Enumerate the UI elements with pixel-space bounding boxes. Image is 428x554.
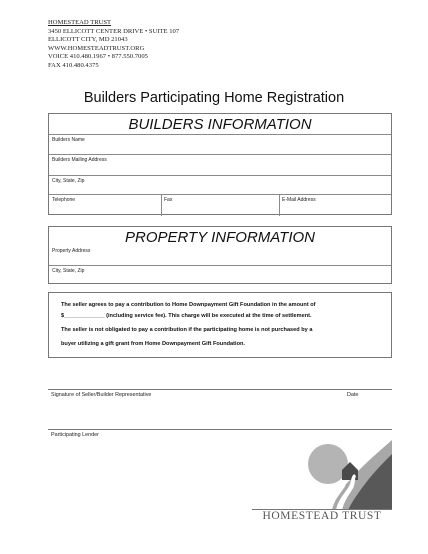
contribution-notice-box (48, 292, 392, 358)
builders-city-state-zip-field[interactable] (49, 175, 391, 195)
notice-line-4: buyer utilizing a gift grant from Home Downpayment Gift Foundation. (61, 341, 245, 347)
builders-mailing-address-label: Builders Mailing Address (52, 157, 107, 163)
contact-divider-2 (279, 195, 280, 216)
email-label: E-Mail Address (282, 197, 316, 203)
builders-name-field[interactable] (49, 134, 391, 155)
property-address-label: Property Address (52, 248, 91, 254)
property-city-state-zip-field[interactable] (49, 265, 391, 285)
builders-contact-row (49, 194, 391, 216)
logo-wordmark: HOMESTEAD TRUST (262, 510, 382, 522)
property-city-state-zip-label: City, State, Zip (52, 268, 85, 274)
seller-signature-label: Signature of Seller/Builder Representative (51, 392, 152, 398)
fax-label: Fax (164, 197, 173, 203)
letterhead (48, 19, 268, 71)
address-line-2: ELLICOTT CITY, MD 21043 (48, 36, 128, 44)
participating-lender-line[interactable] (48, 429, 392, 430)
telephone-label: Telephone (52, 197, 76, 203)
homestead-trust-logo-icon (292, 432, 392, 510)
document-title: Builders Participating Home Registration (83, 90, 345, 106)
website: WWW.HOMESTEADTRUST.ORG (48, 44, 145, 52)
voice-phone: VOICE 410.480.1967 • 877.550.7005 (48, 53, 148, 61)
property-information-box (48, 226, 392, 284)
contact-divider-1 (161, 195, 162, 216)
org-name: HOMESTEAD TRUST (48, 19, 112, 26)
date-label: Date (347, 392, 359, 398)
builders-mailing-address-field[interactable] (49, 154, 391, 176)
builders-section-title: BUILDERS INFORMATION (128, 116, 312, 133)
notice-line-2: $_____________ (including service fee). This charge will be executed at the time of settlement. (61, 313, 312, 319)
builders-information-box (48, 113, 392, 215)
participating-lender-label: Participating Lender (51, 432, 99, 438)
property-address-field[interactable] (49, 245, 391, 265)
builders-city-state-zip-label: City, State, Zip (52, 178, 85, 184)
notice-line-1: The seller agrees to pay a contribution to Home Downpayment Gift Foundation in the amount of (61, 302, 316, 308)
notice-line-3: The seller is not obligated to pay a contribution if the participating home is not purchased by a (61, 327, 313, 333)
fax-number: FAX 410.480.4375 (48, 61, 99, 69)
builders-name-label: Builders Name (52, 137, 85, 143)
seller-signature-line[interactable] (48, 389, 392, 390)
property-section-title: PROPERTY INFORMATION (124, 229, 316, 246)
address-line-1: 3450 ELLICOTT CENTER DRIVE • SUITE 107 (48, 27, 180, 35)
